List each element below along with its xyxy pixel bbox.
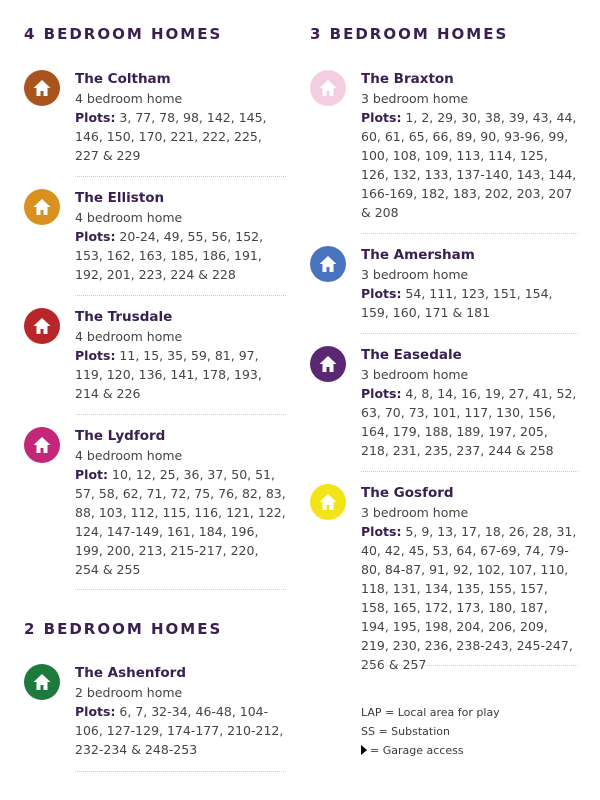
home-type: 3 bedroom home xyxy=(361,367,469,382)
house-icon xyxy=(310,70,346,106)
house-icon xyxy=(310,246,346,282)
legend-garage-text: = Garage access xyxy=(370,744,464,757)
section-heading-4-bedroom: 4 BEDROOM HOMES xyxy=(24,25,223,43)
home-type: 4 bedroom home xyxy=(75,91,183,106)
garage-access-triangle-icon xyxy=(361,745,367,755)
divider xyxy=(75,414,286,415)
house-icon xyxy=(310,346,346,382)
divider xyxy=(75,176,286,177)
home-name: The Lydford xyxy=(75,428,166,444)
plots-label: Plots: xyxy=(361,286,402,301)
home-name: The Amersham xyxy=(361,247,475,263)
plots-list: 20-24, 49, 55, 56, 152, 153, 162, 163, 185, 186, 191, 192, 201, 223, 224 & 228 xyxy=(75,229,264,282)
divider xyxy=(75,589,286,590)
home-name: The Gosford xyxy=(361,485,454,501)
home-plots xyxy=(75,465,286,579)
plots-label: Plot: xyxy=(75,467,109,482)
home-plots xyxy=(75,108,286,165)
plots-label: Plots: xyxy=(75,229,116,244)
section-heading-3-bedroom: 3 BEDROOM HOMES xyxy=(310,25,509,43)
house-icon xyxy=(24,70,60,106)
home-type: 4 bedroom home xyxy=(75,448,183,463)
plots-list: 3, 77, 78, 98, 142, 145, 146, 150, 170, 221, 222, 225, 227 & 229 xyxy=(75,110,267,163)
house-icon xyxy=(310,484,346,520)
home-type: 4 bedroom home xyxy=(75,329,183,344)
legend-lap: LAP = Local area for play xyxy=(361,706,500,719)
home-plots xyxy=(361,108,578,222)
legend-ss: SS = Substation xyxy=(361,725,450,738)
legend xyxy=(361,703,500,760)
home-plots xyxy=(75,702,286,759)
section-heading-2-bedroom: 2 BEDROOM HOMES xyxy=(24,620,223,638)
plots-list: 54, 111, 123, 151, 154, 159, 160, 171 & 181 xyxy=(361,286,553,320)
home-plots xyxy=(75,346,286,403)
plots-label: Plots: xyxy=(75,348,116,363)
home-plots xyxy=(361,284,578,322)
home-type: 3 bedroom home xyxy=(361,91,469,106)
house-icon xyxy=(24,308,60,344)
home-type: 3 bedroom home xyxy=(361,505,469,520)
home-type: 3 bedroom home xyxy=(361,267,469,282)
divider xyxy=(361,471,578,472)
plots-list: 11, 15, 35, 59, 81, 97, 119, 120, 136, 141, 178, 193, 214 & 226 xyxy=(75,348,262,401)
divider xyxy=(361,665,578,666)
home-name: The Elliston xyxy=(75,190,165,206)
house-icon xyxy=(24,189,60,225)
plots-list: 10, 12, 25, 36, 37, 50, 51, 57, 58, 62, 71, 72, 75, 76, 82, 83, 88, 103, 112, 115, 116, 121, 122, 124, 147-149, 161, 184, 196, 199, 200, 213, 215-217, 220, 254 & 255 xyxy=(75,467,286,577)
home-plots xyxy=(361,522,578,674)
plots-list: 5, 9, 13, 17, 18, 26, 28, 31, 40, 42, 45, 53, 64, 67-69, 74, 79-80, 84-87, 91, 92, 102, 107, 110, 118, 131, 134, 135, 155, 157, 158, 165, 172, 173, 180, 187, 194, 195, 198, 204, 206, 209, 219, 230, 236, 238-243, 245-247, 256 & 257 xyxy=(361,524,577,672)
divider xyxy=(361,333,578,334)
plots-list: 1, 2, 29, 30, 38, 39, 43, 44, 60, 61, 65, 66, 89, 90, 93-96, 99, 100, 108, 109, 113, 114, 125, 126, 132, 133, 137-140, 143, 144, 166-169, 182, 183, 202, 203, 207 & 208 xyxy=(361,110,577,220)
plots-list: 4, 8, 14, 16, 19, 27, 41, 52, 63, 70, 73, 101, 117, 130, 156, 164, 179, 188, 189, 197, 205, 218, 231, 235, 237, 244 & 258 xyxy=(361,386,577,458)
home-name: The Easedale xyxy=(361,347,462,363)
divider xyxy=(361,233,578,234)
home-plots xyxy=(361,384,578,460)
divider xyxy=(75,295,286,296)
plots-list: 6, 7, 32-34, 46-48, 104-106, 127-129, 174-177, 210-212, 232-234 & 248-253 xyxy=(75,704,284,757)
plots-label: Plots: xyxy=(361,110,402,125)
divider xyxy=(75,771,286,772)
legend-garage xyxy=(361,741,500,760)
home-name: The Braxton xyxy=(361,71,454,87)
house-icon xyxy=(24,664,60,700)
house-icon xyxy=(24,427,60,463)
plots-label: Plots: xyxy=(361,386,402,401)
home-plots xyxy=(75,227,286,284)
home-name: The Coltham xyxy=(75,71,171,87)
home-name: The Ashenford xyxy=(75,665,187,681)
home-name: The Trusdale xyxy=(75,309,173,325)
home-type: 2 bedroom home xyxy=(75,685,183,700)
home-type: 4 bedroom home xyxy=(75,210,183,225)
plots-label: Plots: xyxy=(75,110,116,125)
plots-label: Plots: xyxy=(75,704,116,719)
plots-label: Plots: xyxy=(361,524,402,539)
